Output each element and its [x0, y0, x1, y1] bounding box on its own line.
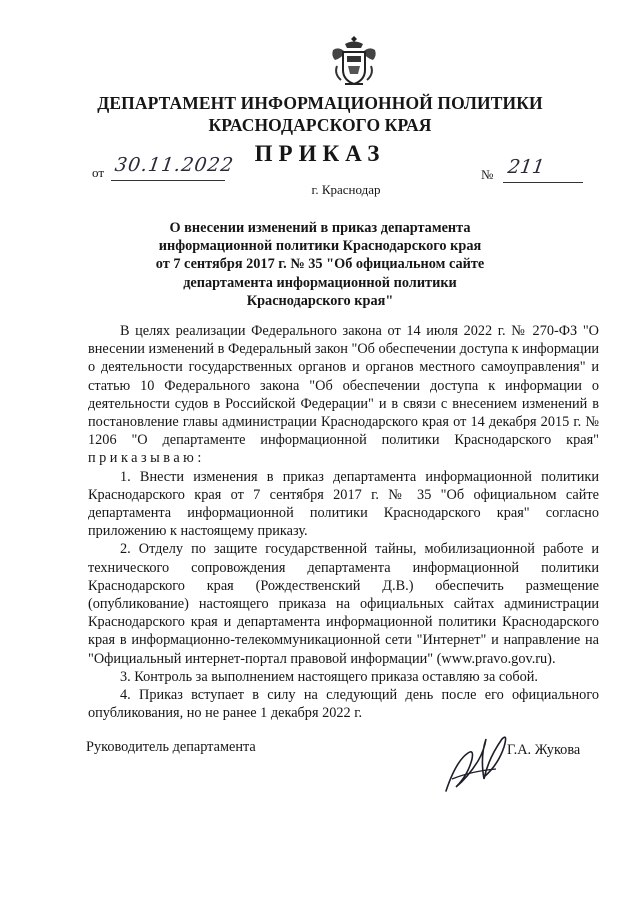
- intro-text: В целях реализации Федерального закона от 14 июля 2022 г. № 270-ФЗ "О внесении изменений в Федеральный закон "Об обеспечении доступа к информации о деятельности государственных органов и органов местного самоуправления" и статью 10 Федерального закона "Об обеспечении доступа к информации о деятельности судов в Российской Федерации" и в связи с внесением изменений в постановление главы администрации Краснодарского края от 14 декабря 2015 г. № 1206 "О департаменте информационной политики Краснодарского края": [88, 323, 599, 449]
- order-word: приказываю:: [88, 450, 205, 467]
- department-name: [0, 92, 640, 136]
- body-paragraph: 4. Приказ вступает в силу на следующий день после его официального опубликования, но не ранее 1 декабря 2022 г.: [88, 687, 599, 722]
- title-line: О внесении изменений в приказ департамента: [169, 220, 471, 236]
- date-value: 30.11.2022: [113, 154, 236, 176]
- signer-name: Г.А. Жукова: [507, 742, 581, 758]
- body-paragraph: [88, 322, 599, 468]
- title-line: департамента информационной политики: [183, 274, 457, 291]
- title-line: Краснодарского края": [246, 292, 394, 309]
- title-line: информационной политики Краснодарского края: [158, 238, 482, 255]
- title-line: от 7 сентября 2017 г. № 35 "Об официальном сайте: [155, 256, 485, 273]
- coat-of-arms-icon: [327, 32, 381, 90]
- date-label: от: [92, 165, 105, 180]
- document-type: ПРИКАЗ: [254, 141, 386, 166]
- signer-role: Руководитель департамента: [86, 739, 256, 755]
- city: г. Краснодар: [311, 182, 381, 197]
- number-value: 211: [506, 156, 546, 178]
- number-label: №: [481, 167, 494, 182]
- body-paragraph: 1. Внести изменения в приказ департамента информационной политики Краснодарского края от 7 сентября 2017 г. № 35 "Об официальном сайте департамента информационной политики Краснодарского края" согласно приложению к настоящему приказу.: [88, 468, 599, 540]
- document-title: [0, 219, 640, 310]
- department-line-2: КРАСНОДАРСКОГО КРАЯ: [208, 115, 432, 135]
- body-paragraph: 2. Отделу по защите государственной тайны, мобилизационной работе и технического сопровождения департамента информационной политики Краснодарского края (Рождественский Д.В.) обеспечить размещение (опубликование) настоящего приказа на официальных сайтах администрации Краснодарского края и департамента информационной политики Краснодарского края в информационно-телекоммуникационной сети "Интернет" и направление на "Официальный интернет-портал правовой информации" (www.pravo.gov.ru).: [88, 541, 599, 667]
- handwritten-signature-icon: [438, 731, 516, 799]
- department-line-1: ДЕПАРТАМЕНТ ИНФОРМАЦИОННОЙ ПОЛИТИКИ: [97, 93, 543, 113]
- document-body: [88, 322, 599, 722]
- body-paragraph: 3. Контроль за выполнением настоящего приказа оставляю за собой.: [120, 668, 539, 685]
- date-underline: [111, 180, 225, 181]
